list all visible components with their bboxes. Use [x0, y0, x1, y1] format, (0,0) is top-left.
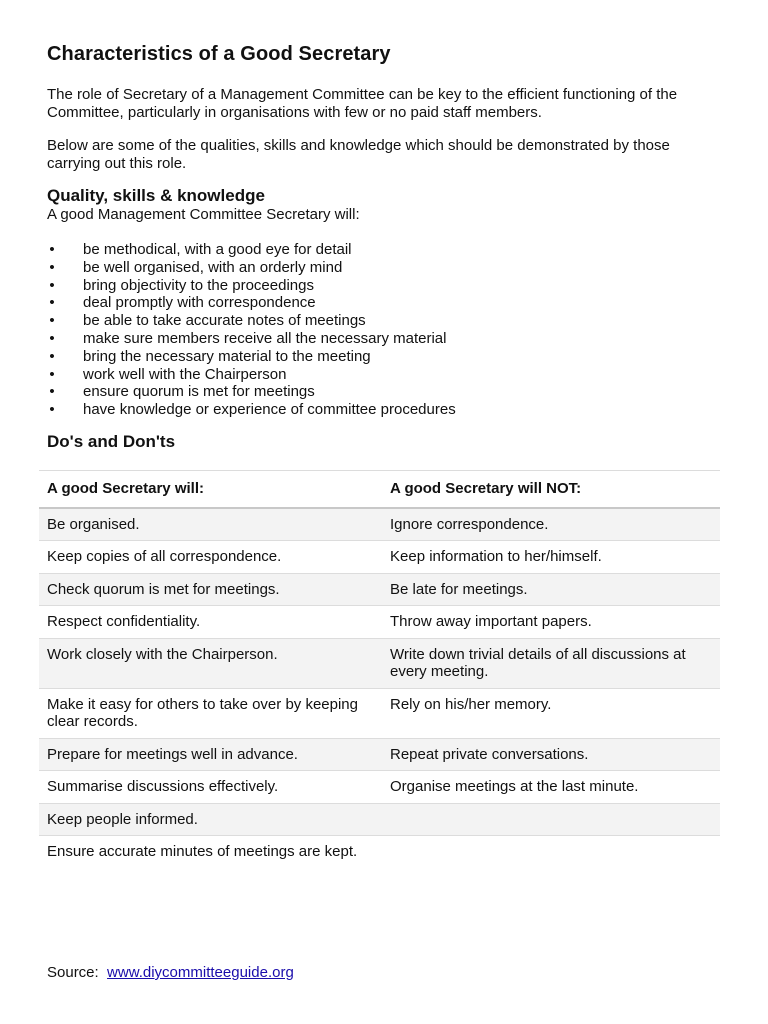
bullet-icon: •: [49, 312, 55, 330]
list-item: • have knowledge or experience of committee procedures: [47, 401, 456, 419]
bullet-icon: •: [49, 329, 55, 347]
column-header-will: A good Secretary will:: [47, 480, 204, 497]
table-cell: [382, 803, 720, 836]
table-cell: Check quorum is met for meetings.: [47, 580, 280, 598]
source-line: [47, 964, 294, 981]
table-cell: Ignore correspondence.: [390, 515, 549, 533]
list-item: • ensure quorum is met for meetings: [47, 383, 456, 401]
table-row: [39, 836, 720, 868]
table-row: [39, 573, 720, 606]
list-item: • work well with the Chairperson: [47, 366, 456, 384]
table-cell: Write down trivial details of all discussions at every meeting.: [390, 645, 686, 680]
dos-donts-table: [39, 470, 720, 868]
table-cell: Throw away important papers.: [390, 613, 592, 630]
list-item: • be able to take accurate notes of meetings: [47, 312, 456, 330]
table-cell: Prepare for meetings well in advance.: [47, 745, 298, 763]
dos-donts-heading: Do's and Don'ts: [47, 432, 176, 451]
bullet-icon: •: [49, 241, 55, 258]
table-cell: Repeat private conversations.: [390, 745, 589, 763]
table-row: [39, 541, 720, 574]
list-item: • bring the necessary material to the meeting: [47, 348, 456, 366]
list-item: • be methodical, with a good eye for detail: [47, 241, 456, 259]
bullet-icon: •: [49, 383, 55, 401]
bullet-icon: •: [49, 347, 55, 365]
list-item: • be well organised, with an orderly mind: [47, 259, 456, 277]
bullet-icon: •: [49, 276, 55, 294]
quality-list: [47, 241, 456, 419]
table-row: [39, 606, 720, 639]
column-header-will-not: A good Secretary will NOT:: [390, 480, 582, 497]
bullet-icon: •: [49, 365, 55, 383]
table-cell: Be organised.: [47, 515, 140, 533]
table-cell: [382, 836, 720, 868]
table-cell: Organise meetings at the last minute.: [390, 778, 639, 795]
table-cell: Respect confidentiality.: [47, 613, 201, 630]
bullet-icon: •: [49, 401, 55, 419]
table-header-row: [39, 471, 720, 508]
table-row: [39, 688, 720, 738]
table-cell: Summarise discussions effectively.: [47, 778, 279, 795]
bullet-icon: •: [49, 258, 55, 276]
source-link[interactable]: www.diycommitteeguide.org: [107, 964, 294, 981]
table-cell: Rely on his/her memory.: [390, 695, 552, 713]
table-row: [39, 738, 720, 771]
list-item: • bring objectivity to the proceedings: [47, 277, 456, 295]
table-row: [39, 508, 720, 541]
table-cell: Keep copies of all correspondence.: [47, 548, 282, 565]
table-cell: Work closely with the Chairperson.: [47, 645, 278, 663]
intro-paragraph: The role of Secretary of a Management Committee can be key to the efficient functioning of the Committee, particularly in organisations with few or no paid staff members.: [47, 86, 678, 121]
table-cell: Keep people informed.: [47, 810, 198, 828]
table-row: [39, 771, 720, 804]
source-label: Source:: [47, 964, 99, 981]
page-title: Characteristics of a Good Secretary: [47, 43, 391, 65]
table-row: [39, 803, 720, 836]
table-cell: Ensure accurate minutes of meetings are kept.: [47, 843, 358, 860]
qualities-paragraph: Below are some of the qualities, skills and knowledge which should be demonstrated by those carrying out this role.: [47, 137, 670, 172]
quality-intro: A good Management Committee Secretary will:: [47, 206, 360, 223]
quality-heading: Quality, skills & knowledge: [47, 186, 265, 205]
list-item: • deal promptly with correspondence: [47, 294, 456, 312]
table-row: [39, 638, 720, 688]
bullet-icon: •: [49, 294, 55, 312]
table-cell: Make it easy for others to take over by keeping clear records.: [47, 695, 358, 730]
table-cell: Keep information to her/himself.: [390, 548, 602, 565]
table-cell: Be late for meetings.: [390, 580, 528, 598]
list-item: • make sure members receive all the necessary material: [47, 330, 456, 348]
